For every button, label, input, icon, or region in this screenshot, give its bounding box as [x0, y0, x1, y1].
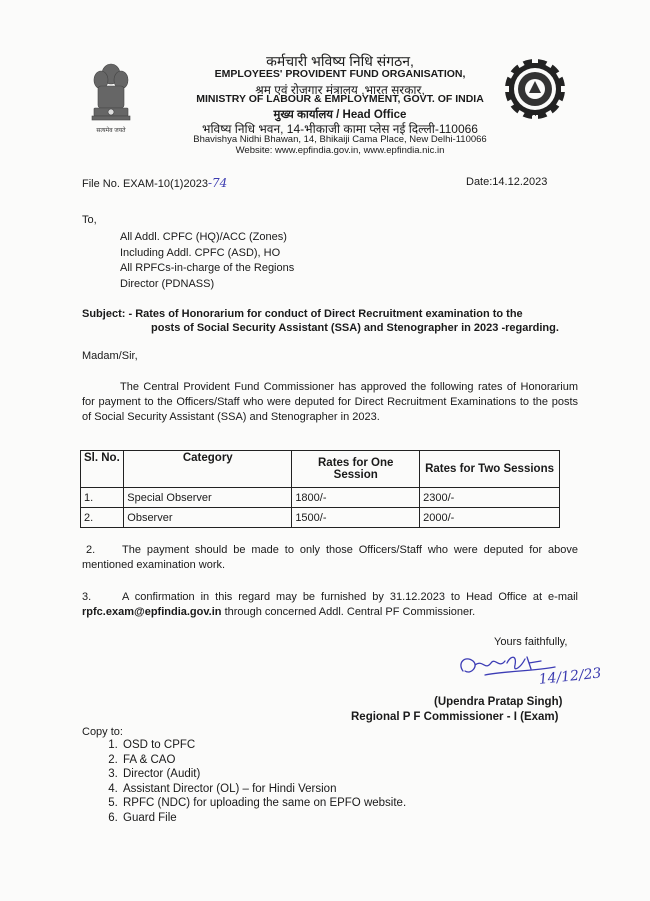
addressee-line: Director (PDNASS) [120, 277, 215, 290]
table-header-row [81, 451, 560, 488]
subject [82, 307, 523, 322]
subject-line-2: posts of Social Security Assistant (SSA) and Stenographer in 2023 -regarding. [151, 322, 559, 334]
closing: Yours faithfully, [494, 636, 568, 648]
paragraph-payment-text: The payment should be made to only those Officers/Staff who were deputed for above mentioned examination work. [82, 544, 578, 571]
paragraph-confirmation [82, 590, 578, 620]
salutation: Madam/Sir, [82, 350, 138, 362]
header-sl-no: Sl. No. [81, 451, 124, 488]
ministry-hindi: श्रम एवं रोजगार मंत्रालय ,भारत सरकार, [255, 83, 425, 97]
copy-to-label: Copy to: [82, 726, 123, 738]
addressee-line: Including Addl. CPFC (ASD), HO [120, 246, 281, 259]
cell-rate-one: 1800/- [292, 488, 420, 508]
signature-date: 14/12/23 [538, 665, 603, 688]
table-row [81, 508, 560, 528]
paragraph-number: 3. [82, 591, 92, 603]
addressee-list [120, 230, 294, 292]
file-number-handwritten: -74 [207, 176, 228, 190]
head-office: मुख्य कार्यालय / Head Office [273, 109, 407, 121]
cell-rate-one: 1500/- [292, 508, 420, 528]
list-item: 6. Guard File [121, 811, 406, 826]
honorarium-table [80, 450, 560, 528]
ministry-english: MINISTRY OF LABOUR & EMPLOYMENT, GOVT. OF INDIA [196, 93, 484, 105]
header-rate-one-session: Rates for One Session [292, 451, 420, 488]
logo-text: EPFO [528, 112, 542, 118]
file-number [82, 176, 227, 190]
email-link[interactable]: rpfc.exam@epfindia.gov.in [82, 606, 222, 618]
subject-line-1: Rates of Honorarium for conduct of Direct Recruitment examination to the [135, 308, 523, 320]
cell-category: Special Observer [124, 488, 292, 508]
paragraph-payment [82, 543, 578, 573]
cell-rate-two: 2300/- [420, 488, 560, 508]
paragraph-confirmation-text: A confirmation in this regard may be furnished by 31.12.2023 to Head Office at e-mail [122, 591, 578, 603]
list-item: 3. Director (Audit) [121, 767, 406, 782]
paragraph-confirmation-text-end: through concerned Addl. Central PF Commissioner. [224, 606, 476, 618]
header-rate-two-sessions: Rates for Two Sessions [420, 451, 560, 488]
address-english: Bhavishya Nidhi Bhawan, 14, Bhikaiji Cama Place, New Delhi-110066 [193, 134, 487, 145]
letter-date: Date:14.12.2023 [466, 176, 548, 188]
table-row [81, 488, 560, 508]
cell-sl-no: 1. [81, 488, 124, 508]
cell-category: Observer [124, 508, 292, 528]
header-category: Category [124, 451, 292, 488]
list-item: 4. Assistant Director (OL) – for Hindi Version [121, 782, 406, 797]
org-name-english: EMPLOYEES' PROVIDENT FUND ORGANISATION, [214, 68, 466, 80]
file-number-text: File No. EXAM-10(1)2023 [82, 178, 208, 190]
copy-to-list [103, 738, 406, 825]
subject-label: Subject: - [82, 308, 133, 320]
emblem-caption: सत्यमेव जयते [96, 128, 126, 134]
signatory-designation: Regional P F Commissioner - I (Exam) [351, 711, 559, 723]
addressee-line: All RPFCs-in-charge of the Regions [120, 262, 295, 274]
list-item: 1. OSD to CPFC [121, 738, 406, 753]
signatory-name: (Upendra Pratap Singh) [434, 696, 563, 708]
paragraph-approval: The Central Provident Fund Commissioner has approved the following rates of Honorarium for payment to the Officers/Staff who were deputed for Direct Recruitment Examinations to the posts of Social Security Assistant (SSA) and Stenographer in 2023. [82, 381, 578, 423]
addressee-line: All Addl. CPFC (HQ)/ACC (Zones) [120, 231, 287, 243]
paragraph-number: 2. [86, 544, 96, 556]
cell-rate-two: 2000/- [420, 508, 560, 528]
list-item: 2. FA & CAO [121, 753, 406, 768]
address-hindi: भविष्य निधि भवन, 14-भीकाजी कामा प्लेस नई दिल्ली-110066 [202, 122, 478, 136]
cell-sl-no: 2. [81, 508, 124, 528]
to-label: To, [82, 214, 97, 226]
website: Website: www.epfindia.gov.in, www.epfindia.nic.in [235, 145, 445, 156]
list-item: 5. RPFC (NDC) for uploading the same on EPFO website. [121, 796, 406, 811]
org-name-hindi: कर्मचारी भविष्य निधि संगठन, [266, 53, 414, 69]
